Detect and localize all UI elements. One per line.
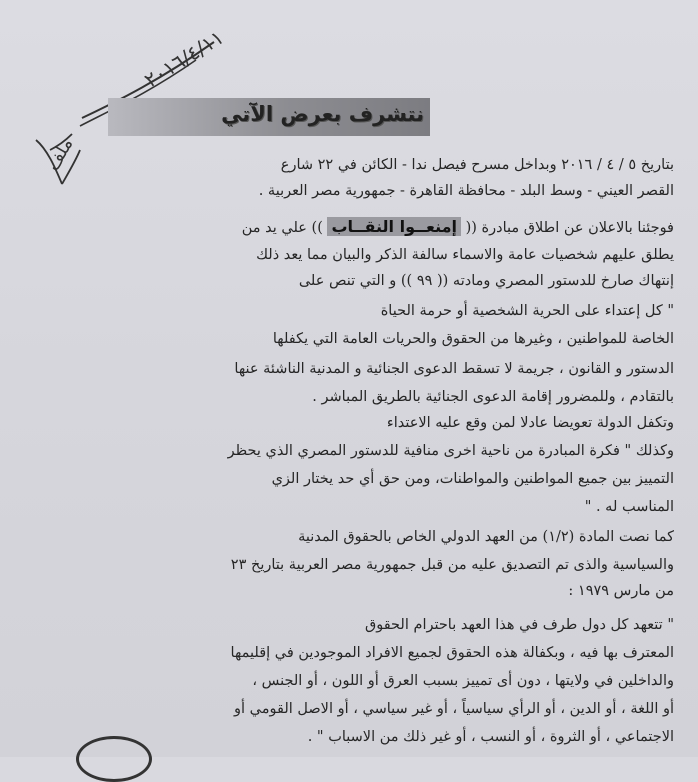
heading-banner bbox=[108, 98, 430, 136]
body-line-5: إنتهاك صارخ للدستور المصري ومادته (( ٩٩ )) و التي تنص على bbox=[298, 273, 674, 289]
body-line-3-post: )) علي يد من bbox=[241, 220, 323, 236]
handwritten-date: ٢٠١٦/٤/١١ bbox=[139, 24, 228, 93]
body-line-11: وكذلك " فكرة المبادرة من ناحية اخرى منافية للدستور المصري الذي يحظر bbox=[227, 443, 674, 459]
pen-stroke-signature bbox=[36, 134, 80, 184]
body-line-20: أو اللغة ، أو الدين ، أو الرأي سياسياً ، أو غير سياسي ، أو الاصل القومي أو bbox=[234, 701, 674, 717]
body-line-21: الاجتماعي ، أو الثروة ، أو النسب ، أو غير ذلك من الاسباب " . bbox=[307, 729, 674, 745]
body-line-3-pre: فوجئنا بالاعلان عن اطلاق مبادرة (( bbox=[465, 220, 674, 236]
body-line-7: الخاصة للمواطنين ، وغيرها من الحقوق والحريات العامة التي يكفلها bbox=[272, 331, 674, 347]
body-line-12: التمييز بين جميع المواطنين والمواطنات، ومن حق أي حد يختار الزي bbox=[271, 471, 674, 487]
body-line-2: القصر العيني - وسط البلد - محافظة القاهرة - جمهورية مصر العربية . bbox=[258, 183, 674, 199]
official-stamp bbox=[76, 736, 152, 782]
body-line-16: من مارس ١٩٧٩ : bbox=[568, 583, 674, 599]
body-line-19: والداخلين في ولايتها ، دون أى تمييز بسبب العرق أو اللون ، أو الجنس ، bbox=[252, 673, 674, 689]
handwritten-side-note: ملف bbox=[42, 134, 78, 175]
body-line-10: وتكفل الدولة تعويضا عادلا لمن وقع عليه الاعتداء bbox=[386, 415, 674, 431]
heading-title: نتشرف بعرض الآتي bbox=[221, 102, 424, 126]
body-line-1: بتاريخ ٥ / ٤ / ٢٠١٦ وبداخل مسرح فيصل ندا - الكائن في ٢٢ شارع bbox=[280, 157, 674, 173]
initiative-name: إمنعــوا النقــاب bbox=[327, 217, 461, 236]
body-line-18: المعترف بها فيه ، وبكفالة هذه الحقوق لجميع الافراد الموجودين في إقليمها bbox=[230, 645, 674, 661]
body-line-13: المناسب له . " bbox=[584, 499, 674, 515]
body-line-15: والسياسية والذى تم التصديق عليه من قبل جمهورية مصر العربية بتاريخ ٢٣ bbox=[230, 557, 674, 573]
body-line-3 bbox=[242, 218, 674, 237]
body-line-6: " كل إعتداء على الحرية الشخصية أو حرمة الحياة bbox=[380, 303, 674, 319]
body-line-17: " تتعهد كل دول طرف في هذا العهد باحترام الحقوق bbox=[364, 617, 674, 633]
body-line-4: يطلق عليهم شخصيات عامة والاسماء سالفة الذكر والبيان مما يعد ذلك bbox=[256, 247, 674, 263]
body-line-8: الدستور و القانون ، جريمة لا تسقط الدعوى الجنائية و المدنية الناشئة عنها bbox=[234, 361, 674, 377]
body-line-9: بالتقادم ، وللمضرور إقامة الدعوى الجنائية بالطريق المباشر . bbox=[312, 389, 674, 405]
body-line-14: كما نصت المادة (١/٢) من العهد الدولي الخاص بالحقوق المدنية bbox=[298, 529, 674, 545]
document-body bbox=[98, 156, 674, 756]
